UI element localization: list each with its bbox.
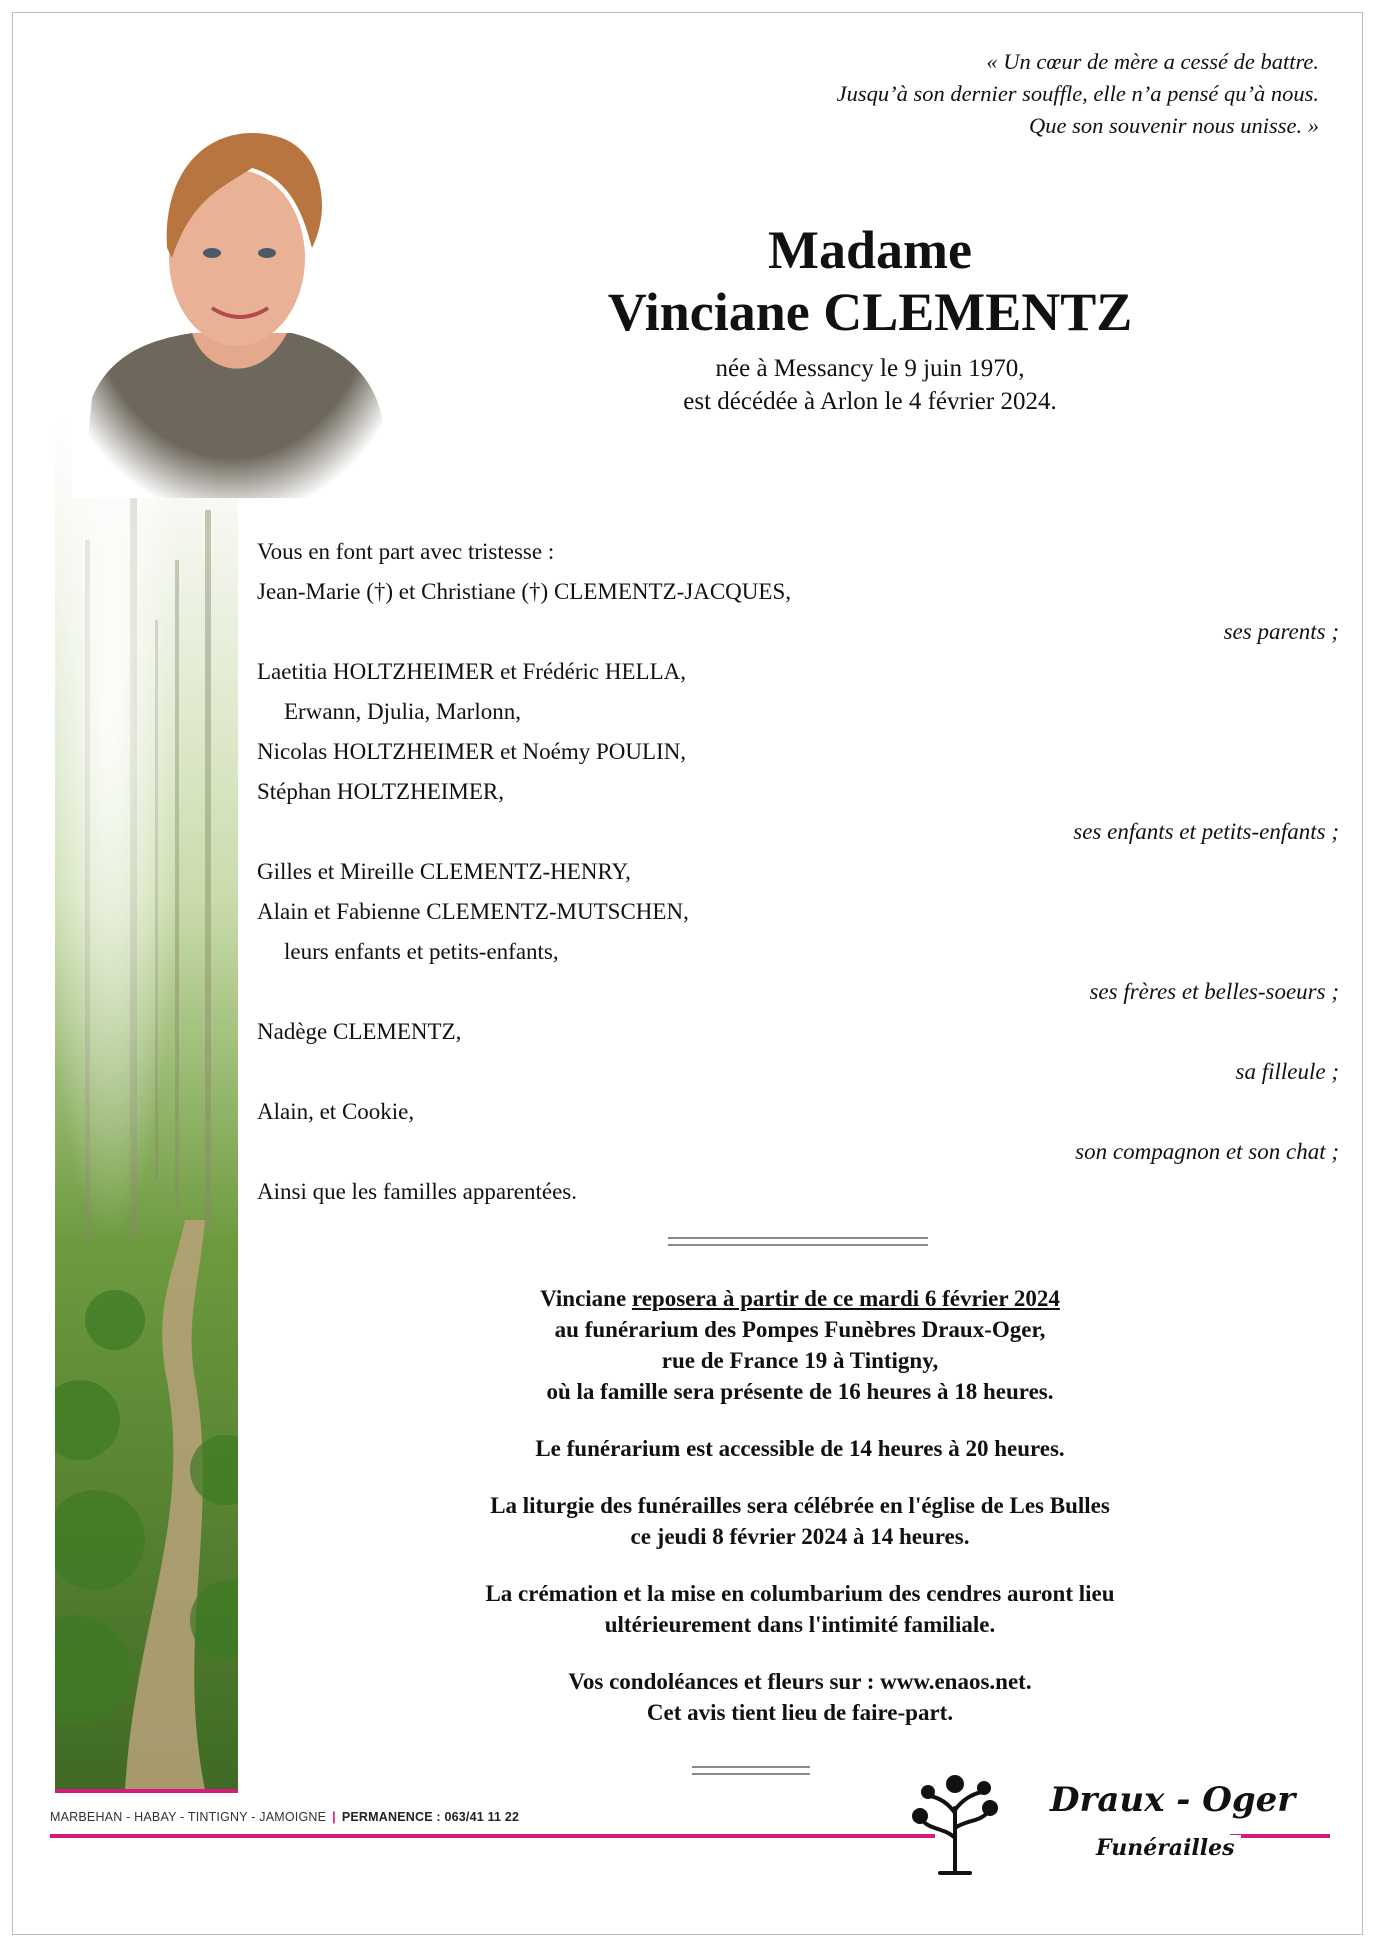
family-grandchildren: Erwann, Djulia, Marlonn, [284, 699, 521, 724]
birth-info: née à Messancy le 9 juin 1970, [715, 355, 1025, 382]
memorial-quote [519, 46, 1319, 142]
tree-logo-icon [900, 1768, 1010, 1878]
footer-separator: | [332, 1810, 336, 1824]
footer-accent-line-right [1230, 1834, 1330, 1838]
role-goddaughter: sa filleule ; [1235, 1059, 1339, 1084]
funeral-details [390, 1283, 1210, 1754]
details-viewing-hours: où la famille sera présente de 16 heures à 18 heures. [546, 1379, 1054, 1404]
details-viewing-date: reposera à partir de ce mardi 6 février 2024 [631, 1286, 1060, 1311]
family-closing: Ainsi que les familles apparentées. [257, 1179, 577, 1204]
separator-bottom [692, 1766, 810, 1775]
family-companion: Alain, et Cookie, [257, 1099, 415, 1124]
forest-path-image [55, 420, 238, 1790]
details-condolences-note: Cet avis tient lieu de faire-part. [646, 1700, 954, 1725]
quote-line-1: « Un cœur de mère a cessé de battre. [986, 49, 1319, 74]
death-info: est décédée à Arlon le 4 février 2024. [683, 388, 1057, 415]
strip-accent-line [55, 1789, 238, 1793]
details-condolences-web: Vos condoléances et fleurs sur : www.enaos.net. [568, 1669, 1032, 1694]
family-goddaughter: Nadège CLEMENTZ, [257, 1019, 462, 1044]
family-child-2: Nicolas HOLTZHEIMER et Noémy POULIN, [257, 739, 687, 764]
family-sibling-1: Gilles et Mireille CLEMENTZ-HENRY, [257, 859, 631, 884]
family-announcement [257, 532, 1339, 1212]
details-liturgy-place: La liturgie des funérailles sera célébrée en l'église de Les Bulles [490, 1493, 1110, 1518]
quote-line-3: Que son souvenir nous unisse. » [1029, 113, 1319, 138]
family-child-1: Laetitia HOLTZHEIMER et Frédéric HELLA, [257, 659, 686, 684]
footer-permanence: PERMANENCE : 063/41 11 22 [341, 1810, 520, 1824]
footer-contact [50, 1810, 519, 1824]
details-cremation [390, 1578, 1210, 1640]
deceased-name: Vinciane CLEMENTZ [607, 282, 1133, 342]
family-intro: Vous en font part avec tristesse : [257, 539, 555, 564]
life-dates [520, 352, 1220, 418]
footer-accent-line [50, 1834, 935, 1838]
details-viewing-place: au funérarium des Pompes Funèbres Draux-Oger, [554, 1317, 1046, 1342]
family-child-3: Stéphan HOLTZHEIMER, [257, 779, 505, 804]
honorific: Madame [768, 220, 972, 280]
details-access-hours: Le funérarium est accessible de 14 heures à 20 heures. [535, 1436, 1065, 1461]
brand-subtitle: Funérailles [1090, 1835, 1241, 1861]
details-cremation-line-1: La crémation et la mise en columbarium des cendres auront lieu [485, 1581, 1115, 1606]
family-sibling-children: leurs enfants et petits-enfants, [284, 939, 559, 964]
role-siblings: ses frères et belles-soeurs ; [1089, 979, 1339, 1004]
details-access [390, 1433, 1210, 1464]
portrait-photo [72, 98, 392, 498]
family-sibling-2: Alain et Fabienne CLEMENTZ-MUTSCHEN, [257, 899, 689, 924]
details-condolences [390, 1666, 1210, 1728]
family-parents: Jean-Marie (†) et Christiane (†) CLEMENTZ-JACQUES, [257, 579, 791, 604]
separator-top [668, 1237, 928, 1246]
details-viewing-address: rue de France 19 à Tintigny, [661, 1348, 939, 1373]
details-liturgy [390, 1490, 1210, 1552]
role-parents: ses parents ; [1223, 619, 1339, 644]
quote-line-2: Jusqu’à son dernier souffle, elle n’a pensé qu’à nous. [836, 81, 1319, 106]
details-liturgy-date: ce jeudi 8 février 2024 à 14 heures. [630, 1524, 970, 1549]
role-children: ses enfants et petits-enfants ; [1073, 819, 1339, 844]
brand-name: Draux - Oger [1050, 1780, 1296, 1820]
details-cremation-line-2: ultérieurement dans l'intimité familiale. [604, 1612, 996, 1637]
role-companion: son compagnon et son chat ; [1075, 1139, 1339, 1164]
footer-locations: MARBEHAN - HABAY - TINTIGNY - JAMOIGNE [50, 1810, 327, 1824]
details-viewing-name: Vinciane [540, 1286, 632, 1311]
details-viewing [390, 1283, 1210, 1407]
